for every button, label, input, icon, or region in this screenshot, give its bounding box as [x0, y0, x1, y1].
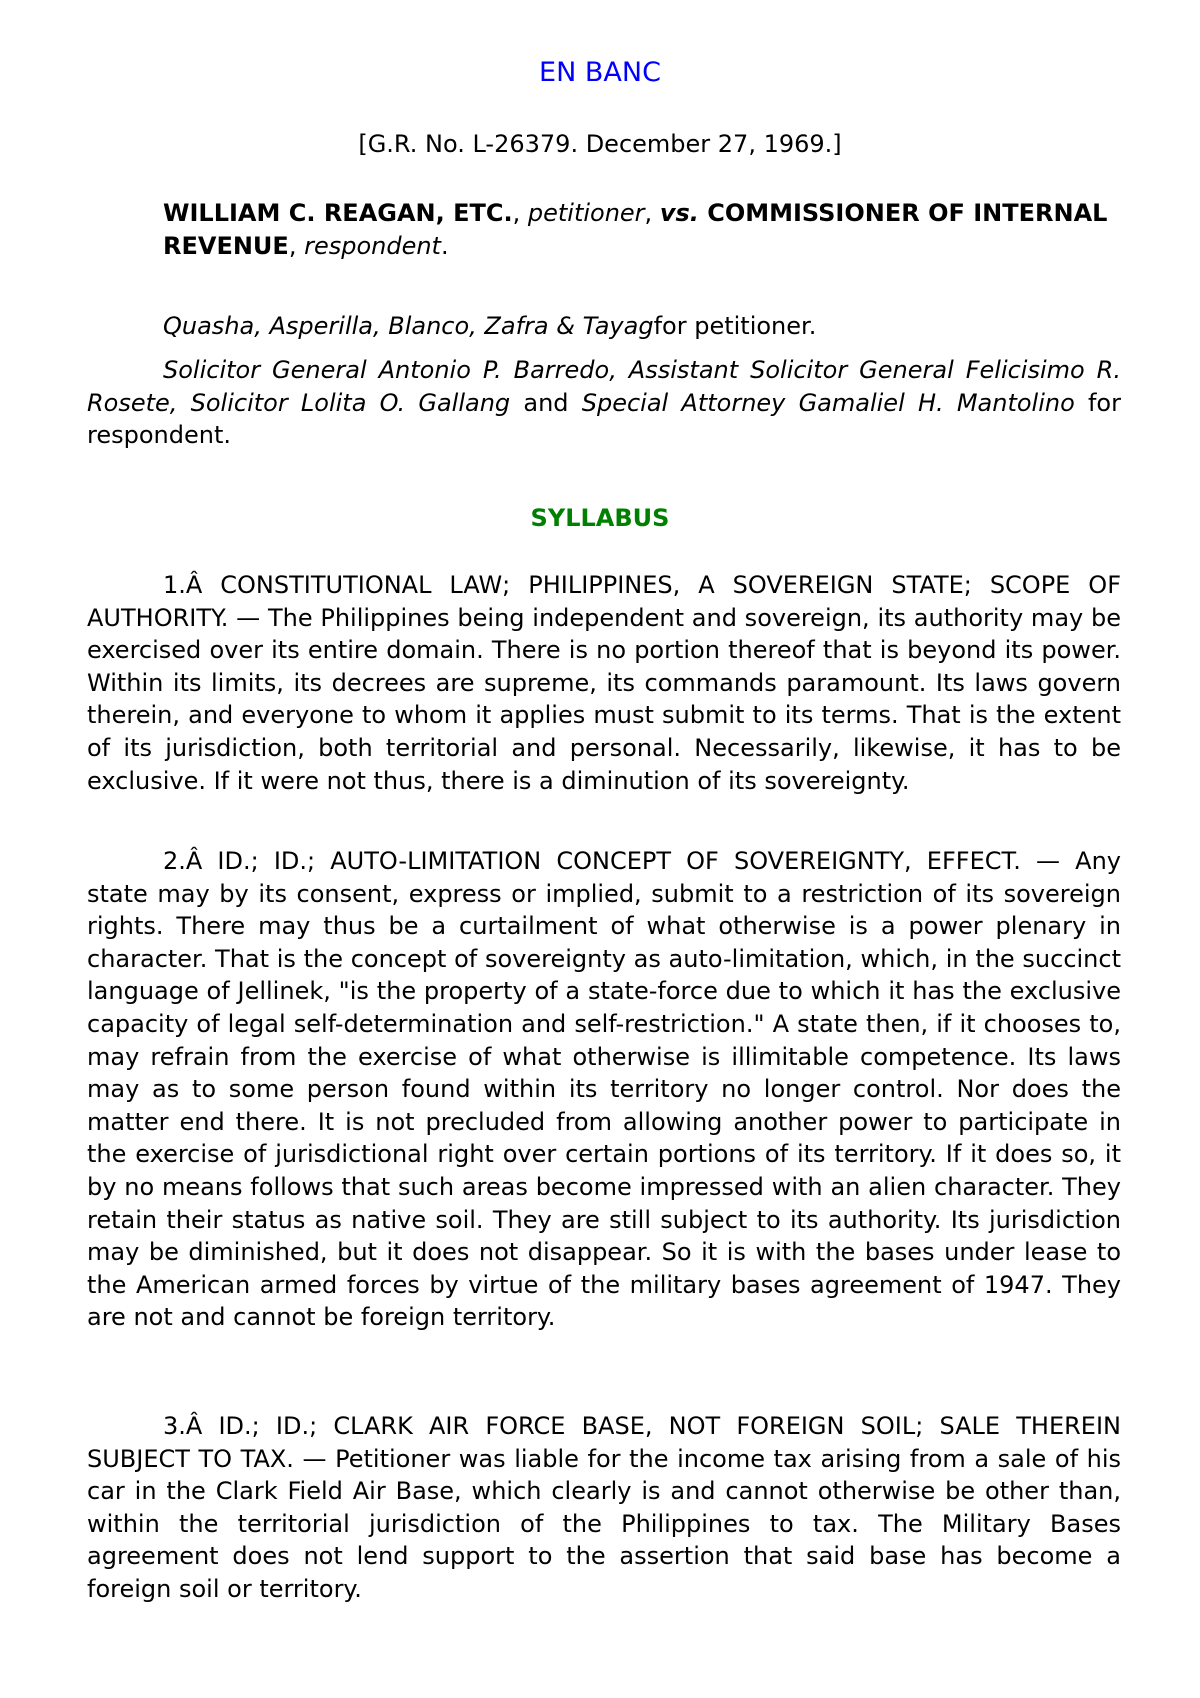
versus: vs.	[659, 199, 699, 227]
period: .	[440, 231, 449, 260]
separator: ,	[644, 199, 660, 227]
petitioner-name: WILLIAM C. REAGAN, ETC.	[163, 199, 513, 227]
petitioner-role: petitioner	[527, 199, 645, 227]
counsel-for-petitioner	[163, 310, 1121, 343]
separator: ,	[512, 199, 528, 227]
case-number: [G.R. No. L-26379. December 27, 1969.]	[358, 130, 842, 158]
respondent-counsel-names: Solicitor General Antonio P. Barredo, Assistant Solicitor General Felicisimo R. Rosete, Solicitor Lolita O. Gallang	[87, 356, 1121, 417]
syllabus-heading: SYLLABUS	[530, 504, 670, 532]
syllabus-paragraph-1: 1.Â CONSTITUTIONAL LAW; PHILIPPINES, A SOVEREIGN STATE; SCOPE OF AUTHORITY. — The Philippines being independent and sovereign, its authority may be exercised over its entire domain. There is no portion thereof that is beyond its power. Within its limits, its decrees are supreme, its commands paramount. Its laws govern therein, and everyone to whom it applies must submit to its terms. That is the extent of its jurisdiction, both territorial and personal. Necessarily, likewise, it has to be exclusive. If it were not thus, there is a diminution of its sovereignty.	[87, 571, 1121, 795]
counsel-for-respondent	[87, 354, 1121, 452]
petitioner-counsel-names: Quasha, Asperilla, Blanco, Zafra & Tayag	[163, 312, 654, 340]
case-parties	[163, 197, 1121, 262]
petitioner-counsel-suffix: for petitioner.	[653, 312, 817, 340]
court-division: EN BANC	[539, 57, 661, 88]
syllabus-paragraph-2: 2.Â ID.; ID.; AUTO-LIMITATION CONCEPT OF SOVEREIGNTY, EFFECT. — Any state may by its consent, express or implied, submit to a restriction of its sovereign rights. There may thus be a curtailment of what otherwise is a power plenary in character. That is the concept of sovereignty as auto-limitation, which, in the succinct language of Jellinek, "is the property of a state-force due to which it has the exclusive capacity of legal self-determination and self-restriction." A state then, if it chooses to, may refrain from the exercise of what otherwise is illimitable competence. Its laws may as to some person found within its territory no longer control. Nor does the matter end there. It is not precluded from allowing another power to participate in the exercise of jurisdictional right over certain portions of its territory. If it does so, it by no means follows that such areas become impressed with an alien character. They retain their status as native soil. They are still subject to its authority. Its jurisdiction may be diminished, but it does not disappear. So it is with the bases under lease to the American armed forces by virtue of the military bases agreement of 1947. They are not and cannot be foreign territory.	[87, 847, 1121, 1332]
separator: ,	[288, 231, 305, 260]
syllabus-paragraph-3: 3.Â ID.; ID.; CLARK AIR FORCE BASE, NOT FOREIGN SOIL; SALE THEREIN SUBJECT TO TAX. — Petitioner was liable for the income tax arising from a sale of his car in the Clark Field Air Base, which clearly is and cannot otherwise be other than, within the territorial jurisdiction of the Philippines to tax. The Military Bases agreement does not lend support to the assertion that said base has become a foreign soil or territory.	[87, 1412, 1121, 1603]
respondent-name: COMMISSIONER OF INTERNAL REVENUE	[163, 199, 1108, 260]
respondent-counsel-suffix: for respondent.	[87, 388, 1121, 450]
special-attorney-name: Special Attorney Gamaliel H. Mantolino	[581, 388, 1075, 417]
conjunction: and	[510, 388, 582, 417]
respondent-role: respondent	[304, 231, 441, 260]
